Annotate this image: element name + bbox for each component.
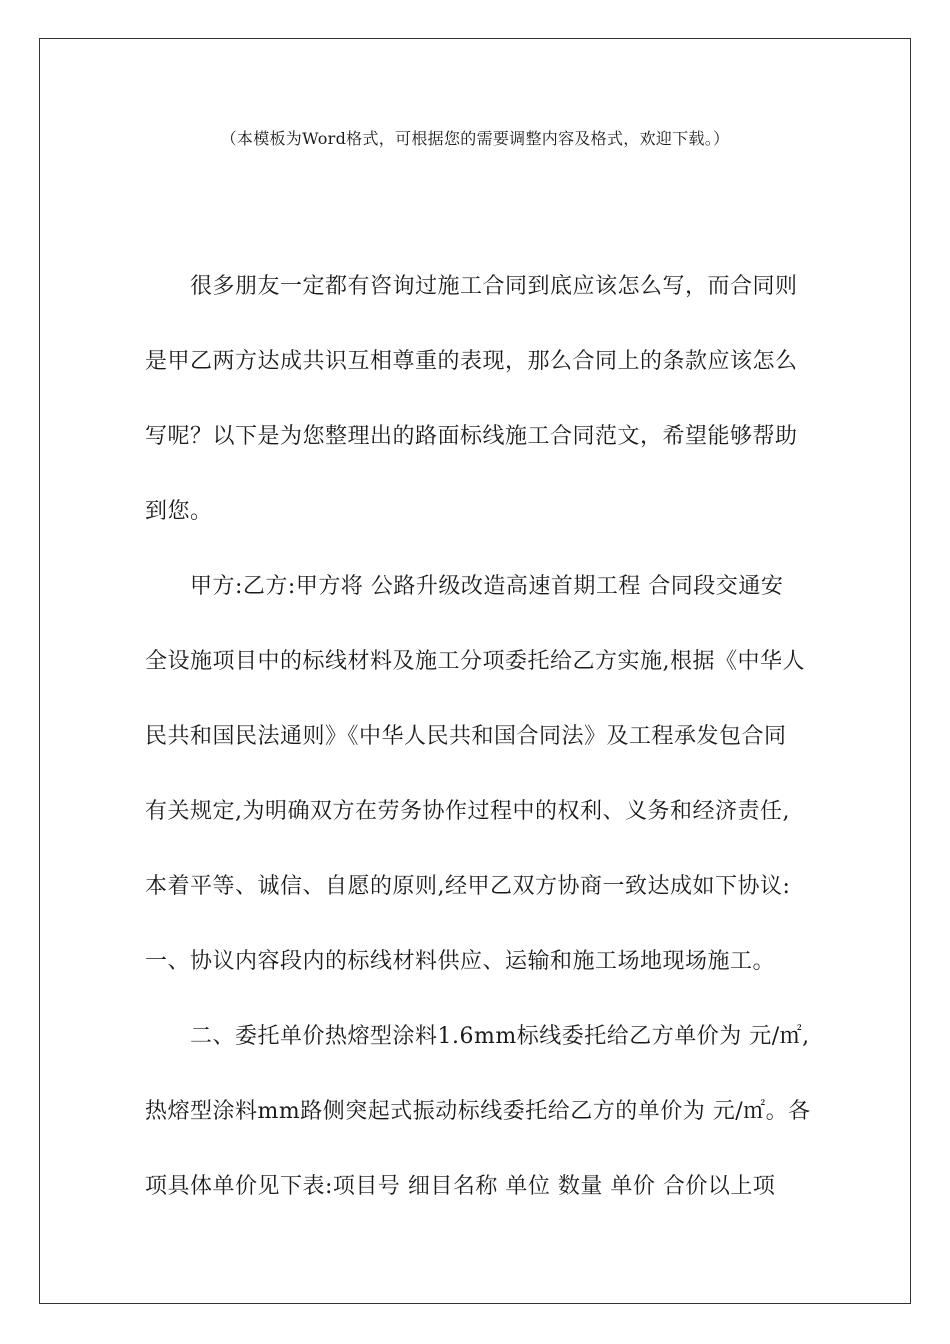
paragraph-line: 本着平等、诚信、自愿的原则,经甲乙双方协商一致达成如下协议: — [145, 874, 791, 899]
paragraph-line: 是甲乙两方达成共识互相尊重的表现，那么合同上的条款应该怎么 — [145, 349, 798, 374]
paragraph-line: 很多朋友一定都有咨询过施工合同到底应该怎么写，而合同则 — [145, 274, 798, 299]
paragraph-line: 项具体单价见下表:项目号 细目名称 单位 数量 单价 合价以上项 — [145, 1174, 776, 1199]
paragraph-line: 二、委托单价热熔型涂料1.6mm标线委托给乙方单价为 元/㎡, — [145, 1024, 810, 1049]
paragraph-line: 写呢？以下是为您整理出的路面标线施工合同范文，希望能够帮助 — [145, 424, 798, 449]
paragraph-line: 民共和国民法通则》《中华人民共和国合同法》及工程承发包合同 — [145, 724, 787, 749]
paragraph-line: 热熔型涂料mm路侧突起式振动标线委托给乙方的单价为 元/㎡。各 — [145, 1099, 811, 1124]
paragraph-line: 到您。 — [145, 499, 213, 524]
paragraph-line: 全设施项目中的标线材料及施工分项委托给乙方实施,根据《中华人 — [145, 649, 805, 674]
paragraph-line: 一、协议内容段内的标线材料供应、运输和施工场地现场施工。 — [145, 949, 776, 974]
paragraph-line: 甲方:乙方:甲方将 公路升级改造高速首期工程 合同段交通安 — [145, 574, 784, 599]
paragraph-line: 有关规定,为明确双方在劳务协作过程中的权利、义务和经济责任, — [145, 799, 790, 824]
template-note: （本模板为Word格式，可根据您的需要调整内容及格式，欢迎下载。） — [220, 129, 730, 148]
